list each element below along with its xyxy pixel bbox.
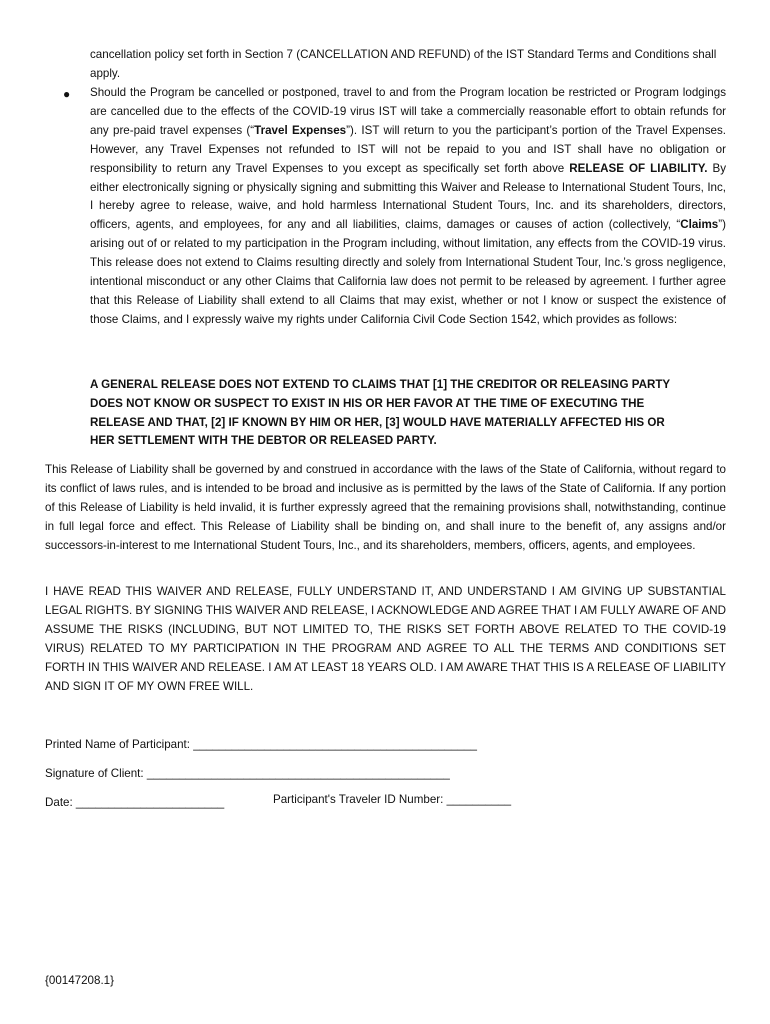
- date-field[interactable]: Date: _______________________: [45, 796, 225, 809]
- cancellation-policy-continuation: cancellation policy set forth in Section 7 (CANCELLATION AND REFUND) of the IST Standard Terms and Conditions shall apply.: [90, 48, 717, 80]
- travel-expenses-term: Travel Expenses: [254, 123, 347, 137]
- claims-term: Claims: [680, 218, 719, 232]
- bullet-text-1: Should the Program be cancelled or postponed, travel to and from the Program location be restricted or Program lodgings are cancelled due to the effects of the COVID-19 virus IST will take a commercially reasonable effort to obtain refunds for any pre-paid travel expenses (“: [90, 86, 726, 137]
- printed-name-field[interactable]: Printed Name of Participant: ____________________________________________: [45, 738, 477, 751]
- covid-cancellation-bullet: [90, 84, 726, 330]
- statute-line: HER SETTLEMENT WITH THE DEBTOR OR RELEASED PARTY.: [90, 434, 437, 448]
- statute-line: RELEASE AND THAT, [2] IF KNOWN BY HIM OR HER, [3] WOULD HAVE MATERIALLY AFFECTED HIS OR: [90, 415, 665, 429]
- acknowledgment-paragraph: I HAVE READ THIS WAIVER AND RELEASE, FULLY UNDERSTAND IT, AND UNDERSTAND I AM GIVING UP SUBSTANTIAL LEGAL RIGHTS. BY SIGNING THIS WAIVER AND RELEASE, I ACKNOWLEDGE AND AGREE THAT I AM FULLY AWARE OF AND ASSUME THE RISKS (INCLUDING, BUT NOT LIMITED TO, THE RISKS SET FORTH ABOVE RELATED TO THE COVID-19 VIRUS) RELATED TO MY PARTICIPATION IN THE PROGRAM AND AGREE TO ALL THE TERMS AND CONDITIONS SET FORTH IN THIS WAIVER AND RELEASE. I AM AT LEAST 18 YEARS OLD. I AM AWARE THAT THIS IS A RELEASE OF LIABILITY AND SIGN IT OF MY OWN FREE WILL.: [45, 585, 726, 693]
- bullet-text-4: ”) arising out of or related to my participation in the Program including, without limitation, any effects from the COVID-19 virus. This release does not extend to Claims resulting directly and solely from International Student Tour, Inc.’s gross negligence, intentional misconduct or any other Claims that California law does not permit to be released by agreement. I further agree that this Release of Liability shall extend to all Claims that may exist, whether or not I know or suspect the existence of those Claims, and I expressly waive my rights under California Civil Code Section 1542, which provides as follows:: [90, 218, 726, 326]
- signature-field[interactable]: Signature of Client: _______________________________________________: [45, 767, 450, 780]
- release-of-liability-reference: RELEASE OF LIABILITY.: [569, 161, 708, 175]
- bullet-text-3: By either electronically signing or physically signing and submitting this Waiver and Release to International Student Tours, Inc, I hereby agree to release, waive, and hold harmless International Student Tours, Inc. and its shareholders, directors, officers, agents, and employees, for any and all liabilities, claims, damages or causes of action (collectively, “: [90, 161, 726, 232]
- bullet-text-2: ”). IST will return to you the participant’s portion of the Travel Expenses. However, any Travel Expenses not refunded to IST will not be repaid to you and IST shall have no obligation or responsibility to return any Travel Expenses to you except as specifically set forth above: [90, 123, 726, 175]
- bullet-icon: ●: [63, 87, 71, 101]
- civil-code-1542-quote: [90, 376, 700, 451]
- governing-law-paragraph: This Release of Liability shall be governed by and construed in accordance with the laws of the State of California, without regard to its conflict of laws rules, and is intended to be broad and inclusive as is permitted by the laws of the State of California. If any portion of this Release of Liability is held invalid, it is further expressly agreed that the remaining provisions shall, notwithstanding, continue in full legal force and effect. This Release of Liability shall be binding on, and shall inure to the benefit of, any assigns and/or successors-in-interest to me International Student Tours, Inc., and its shareholders, members, officers, agents, and employees.: [45, 463, 726, 552]
- statute-line: A GENERAL RELEASE DOES NOT EXTEND TO CLAIMS THAT [1] THE CREDITOR OR RELEASING PARTY: [90, 378, 671, 391]
- traveler-id-field[interactable]: Participant's Traveler ID Number: __________: [273, 793, 512, 806]
- document-id-footer: {00147208.1}: [45, 974, 114, 987]
- statute-line: DOES NOT KNOW OR SUSPECT TO EXIST IN HIS OR HER FAVOR AT THE TIME OF EXECUTING THE: [90, 396, 645, 410]
